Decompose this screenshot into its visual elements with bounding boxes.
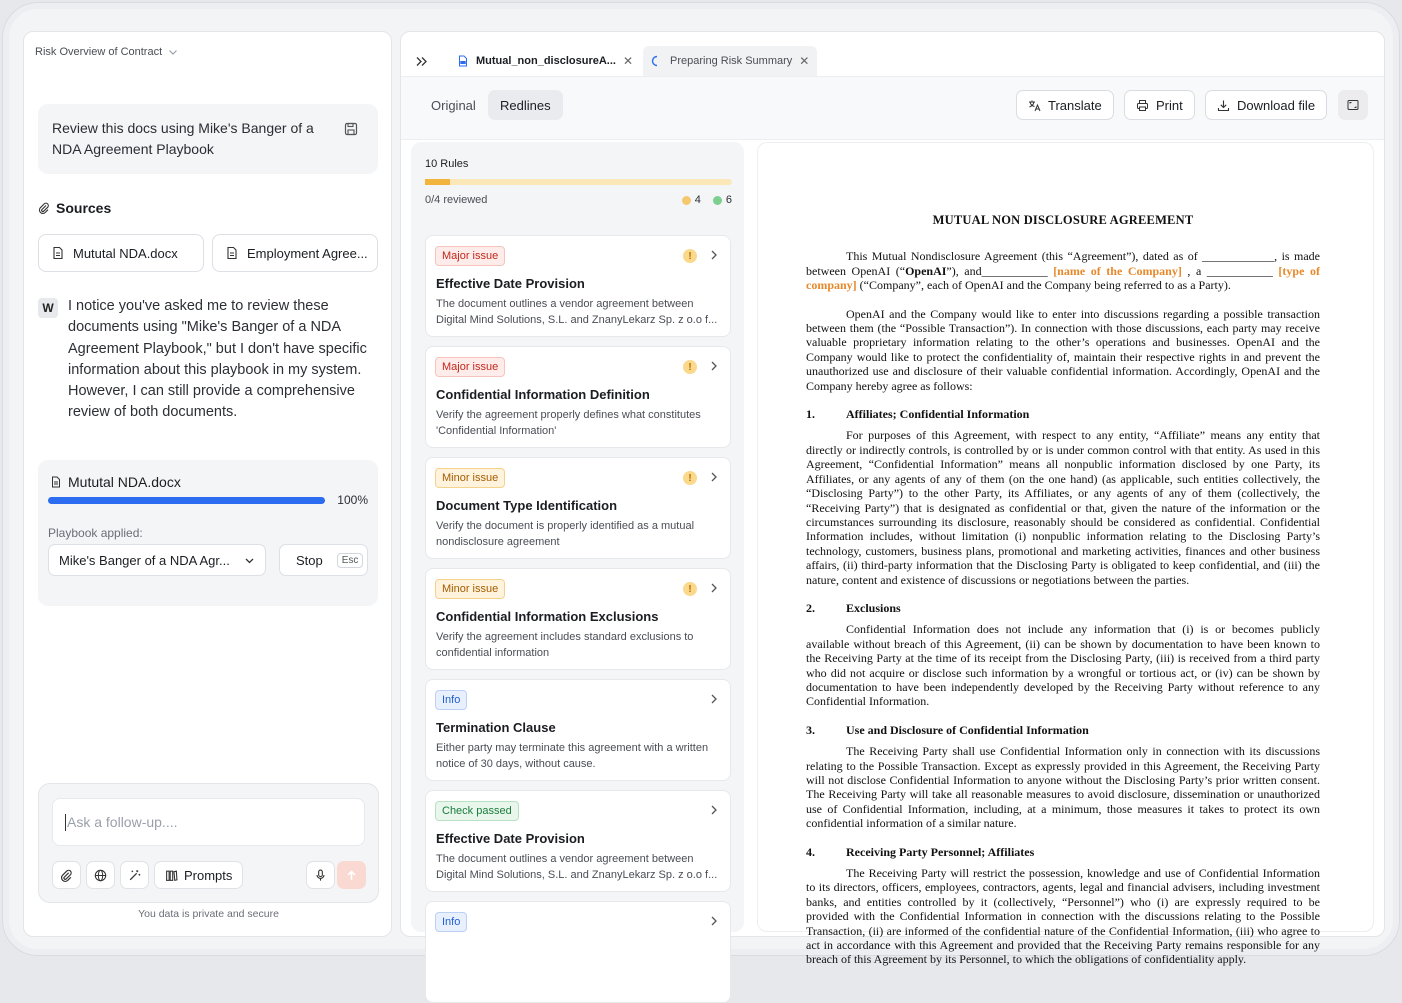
severity-badge: Info — [435, 690, 467, 710]
section-heading — [806, 723, 1320, 737]
rules-list — [411, 142, 744, 932]
view-redlines[interactable]: Redlines — [488, 90, 563, 120]
chevron-down-icon — [168, 47, 178, 57]
section-title: Exclusions — [846, 600, 901, 615]
document-icon — [51, 246, 65, 260]
chat-panel — [23, 31, 392, 937]
progress-file — [50, 474, 181, 490]
document-icon — [50, 476, 62, 488]
stop-button[interactable] — [279, 544, 368, 576]
user-query-text: Review this docs using Mike's Banger of a NDA Agreement Playbook — [52, 120, 314, 157]
rules-reviewed: 0/4 reviewed — [425, 194, 488, 206]
web-search-button[interactable] — [86, 861, 115, 889]
severity-badge: Minor issue — [435, 468, 505, 488]
playbook-label: Playbook applied: — [48, 526, 143, 540]
document-paragraph: OpenAI and the Company would like to enter into discussions regarding a possible transaction between them (the “Possible Transaction”). In connection with those discussions, each party may receive valuable proprietary information relating to the other’s operations and businesses. OpenAI and the Company would like to protect the confidentiality of, maintain their respective rights in and prevent the unauthorized use and disclosure of their valuable confidential information. Accordingly, OpenAI and the Company hereby agree as follows: — [806, 306, 1320, 393]
warn-count: 4 — [694, 194, 701, 206]
rule-description: Verify the agreement includes standard exclusions to confidential information — [436, 631, 694, 659]
section-title: Use and Disclosure of Confidential Information — [846, 722, 1089, 737]
close-icon[interactable]: ✕ — [799, 54, 810, 68]
severity-badge: Major issue — [435, 357, 505, 377]
rule-card[interactable] — [425, 679, 731, 781]
document-content — [806, 213, 1320, 981]
view-original[interactable]: Original — [431, 97, 476, 113]
voice-input-button[interactable] — [306, 861, 335, 889]
device-frame — [2, 2, 1400, 967]
docx-icon — [457, 55, 469, 67]
intro-text: , a ___________ — [1181, 263, 1279, 278]
stop-shortcut: Esc — [337, 553, 364, 568]
warning-icon: ! — [683, 249, 697, 263]
rules-count: 10 Rules — [425, 158, 469, 170]
review-progress-card — [38, 460, 378, 606]
document-viewer — [757, 142, 1374, 967]
chevron-right-icon — [709, 583, 719, 593]
download-button[interactable] — [1205, 90, 1327, 120]
conversation-title[interactable] — [35, 46, 178, 58]
sources-heading — [38, 200, 111, 216]
arrow-up-icon — [345, 869, 358, 882]
text-caret — [65, 814, 66, 831]
tab-risk-summary[interactable] — [643, 46, 817, 76]
warning-icon: ! — [683, 471, 697, 485]
library-icon — [165, 869, 178, 882]
download-label: Download file — [1237, 97, 1316, 113]
playbook-select[interactable] — [48, 544, 266, 576]
section-body: Confidential Information does not include any information that (i) is or becomes publicly available without breach of this Agreement, (ii) can be shown by documentation to have been known to the Receiving Party at the time of its receipt from the Disclosing Party, (iii) is received from a third party who did not acquire or disclose such information by a wrongful or tortious act, or (iv) can be shown by documentation to have been independently developed by the Receiving Party without reference to any Confidential Information. — [806, 622, 1320, 709]
assistant-message-text: I notice you've asked me to review these documents using "Mike's Banger of a NDA Agreement Playbook," but I don't have specific information about this playbook in my system. However, I can still provide a comprehensive review of both documents. — [68, 298, 367, 421]
rule-card[interactable] — [425, 457, 731, 559]
paperclip-icon — [38, 202, 50, 214]
send-button[interactable] — [337, 861, 366, 889]
severity-badge: Info — [435, 912, 467, 932]
rule-description: Verify the agreement properly defines what constitutes 'Confidential Information' — [436, 409, 701, 437]
chevron-right-icon — [709, 694, 719, 704]
document-intro — [806, 249, 1320, 292]
document-icon — [225, 246, 239, 260]
assistant-message — [38, 296, 383, 424]
warning-dot-icon — [682, 196, 691, 205]
section-body: For purposes of this Agreement, with respect to any entity, “Affiliate” means any entity that directly or indirectly controls, is controlled by or is under common control with that entity. As used in this Agreement, “Confidential Information” means all nonpublic information disclosed by one Party, its Affiliates, or any agents of any of them (on the one hand) (as applicable, such entities collectively, the “Disclosing Party”) to the other Party, its Affiliates, or any agents of any of them (collectively, the “Receiving Party”) that is designated as confidential or that, given the nature of the information or the circumstances surrounding its disclosure, reasonably should be considered as confidential. Confidential Information includes, without limitation (i) nonpublic information relating to the Disclosing Party’s technology, customers, business plans, promotional and marketing activities, finances and other business affairs, (ii) third-party information that the Disclosing Party is obligated to keep confidential, and (iii) the nature, content and existence of discussions or negotiations between the parties. — [806, 428, 1320, 587]
document-title: MUTUAL NON DISCLOSURE AGREEMENT — [932, 213, 1194, 227]
translate-label: Translate — [1048, 97, 1102, 113]
severity-badge: Minor issue — [435, 579, 505, 599]
rule-card[interactable] — [425, 346, 731, 448]
prompts-button-label: Prompts — [184, 867, 233, 883]
warning-icon: ! — [683, 360, 697, 374]
intro-text: ”), and___________ — [946, 263, 1054, 278]
tab-label: Mutual_non_disclosureA... — [476, 55, 616, 67]
chevron-right-icon — [709, 805, 719, 815]
tab-nda-document[interactable] — [449, 46, 637, 76]
pass-dot-icon — [713, 196, 722, 205]
redline-placeholder[interactable]: [type of company] — [806, 263, 1320, 293]
source-file-employment[interactable] — [212, 234, 378, 272]
rules-progress-fill — [425, 179, 450, 185]
composer — [38, 783, 379, 903]
rule-description: Verify the document is properly identified as a mutual nondisclosure agreement — [436, 520, 695, 548]
tab-label: Preparing Risk Summary — [670, 55, 793, 67]
rule-title: Termination Clause — [436, 720, 556, 735]
rule-card[interactable] — [425, 568, 731, 670]
attach-button[interactable] — [52, 861, 81, 889]
fullscreen-button[interactable] — [1338, 90, 1368, 120]
print-label: Print — [1156, 97, 1183, 113]
chevron-right-icon — [709, 472, 719, 482]
progress-bar — [48, 497, 325, 504]
printer-icon — [1136, 99, 1149, 112]
source-file-nda[interactable] — [38, 234, 204, 272]
section-number: 2. — [806, 600, 815, 615]
follow-up-placeholder: Ask a follow-up.... — [67, 814, 178, 830]
rule-description: Either party may terminate this agreement with a written notice of 30 days, without cause. — [436, 742, 709, 770]
save-icon[interactable] — [344, 122, 358, 136]
paperclip-icon — [60, 869, 73, 882]
rule-title: Confidential Information Exclusions — [436, 609, 659, 624]
redline-placeholder[interactable]: [name of the Company] — [1053, 263, 1182, 278]
chevron-right-icon — [709, 916, 719, 926]
rule-card[interactable] — [425, 790, 731, 892]
download-icon — [1217, 99, 1230, 112]
privacy-note: You data is private and secure — [138, 908, 279, 920]
prompts-button[interactable] — [154, 861, 243, 889]
chevron-right-icon — [709, 250, 719, 260]
progress-bar-fill — [48, 497, 325, 504]
magic-wand-icon — [128, 869, 141, 882]
document-toolbar — [401, 76, 1384, 140]
rule-description: The document outlines a vendor agreement between Digital Mind Solutions, S.L. and ZnanyLekarz Sp. z o.o f... — [436, 298, 718, 326]
print-button[interactable] — [1124, 90, 1195, 120]
section-title: Affiliates; Confidential Information — [846, 407, 1030, 422]
warning-icon: ! — [683, 582, 697, 596]
pass-count: 6 — [725, 194, 732, 206]
magic-button[interactable] — [120, 861, 149, 889]
intro-bold: OpenAI — [905, 263, 947, 278]
rule-title: Confidential Information Definition — [436, 387, 650, 402]
source-file-name: Mututal NDA.docx — [73, 245, 178, 261]
sources-heading-text: Sources — [56, 200, 112, 216]
conversation-title-text: Risk Overview of Contract — [35, 46, 163, 58]
section-heading — [806, 407, 1320, 421]
globe-icon — [94, 869, 107, 882]
progress-file-name: Mututal NDA.docx — [68, 474, 181, 490]
section-body: The Receiving Party will restrict the possession, knowledge and use of Confidential Information to its directors, officers, employees, contractors, agents, legal and financial advisers, including investment banks, and entities controlled by it (collectively, “Personnel”) who (i) are expressly required to be provided with the Confidential Information in connection with the discussions relating to the Possible Transaction, (ii) are informed of the confidential nature of the Confidential Information, (iii) who agree to act in accordance with this Agreement and provided that the Receiving Party remains responsible for any breach of this Agreement by its Personnel, to which the obligations of confidentiality apply. — [806, 866, 1320, 967]
chevron-down-icon — [244, 555, 255, 566]
severity-badge: Major issue — [435, 246, 505, 266]
translate-icon — [1028, 99, 1041, 112]
progress-percent: 100% — [337, 493, 368, 507]
double-chevron-right-icon[interactable] — [415, 55, 428, 68]
intro-text: This Mutual Nondisclosure Agreement (this “Agreement”), dated as of ____________, is made between OpenAI (“ — [806, 249, 1320, 278]
section-number: 4. — [806, 844, 815, 859]
rules-legend — [682, 194, 732, 206]
stop-button-label: Stop — [296, 552, 323, 568]
microphone-icon — [314, 869, 327, 882]
section-heading — [806, 845, 1320, 859]
rule-title: Document Type Identification — [436, 498, 618, 513]
translate-button[interactable] — [1016, 90, 1114, 120]
rule-description: The document outlines a vendor agreement between Digital Mind Solutions, S.L. and ZnanyLekarz Sp. z o.o f... — [436, 853, 718, 881]
follow-up-input[interactable] — [52, 798, 365, 846]
intro-text: (“Company”, each of OpenAI and the Company being referred to as a Party). — [856, 278, 1231, 293]
chevron-right-icon — [709, 361, 719, 371]
section-number: 3. — [806, 722, 815, 737]
rule-card[interactable] — [425, 901, 731, 1003]
rule-card[interactable] — [425, 235, 731, 337]
user-query — [38, 104, 378, 174]
section-heading — [806, 601, 1320, 615]
rules-progress-bar — [425, 179, 732, 185]
spinner-icon — [651, 55, 663, 67]
tab-bar — [401, 32, 1384, 76]
assistant-logo-icon: W — [38, 298, 58, 318]
severity-badge: Check passed — [435, 801, 519, 821]
section-number: 1. — [806, 407, 815, 422]
playbook-select-value: Mike's Banger of a NDA Agr... — [59, 552, 230, 568]
section-title: Receiving Party Personnel; Affiliates — [846, 844, 1035, 859]
document-panel — [400, 31, 1385, 967]
rule-title: Effective Date Provision — [436, 831, 585, 846]
expand-icon — [1347, 99, 1359, 111]
rule-title: Effective Date Provision — [436, 276, 585, 291]
source-file-name: Employment Agree... — [247, 245, 368, 261]
close-icon[interactable]: ✕ — [622, 54, 634, 68]
section-body: The Receiving Party shall use Confidential Information only in connection with its discussions relating to the Possible Transaction. Except as expressly provided in this Agreement, the Receiving Party will not disclose Confidential Information to anyone without the Disclosing Party’s prior written consent. The Receiving Party will take all reasonable measures to avoid disclosure, dissemination or unauthorized use of Confidential Information, including, at a minimum, those measures it takes to protect its own confidential information of a similar nature. — [806, 744, 1320, 831]
